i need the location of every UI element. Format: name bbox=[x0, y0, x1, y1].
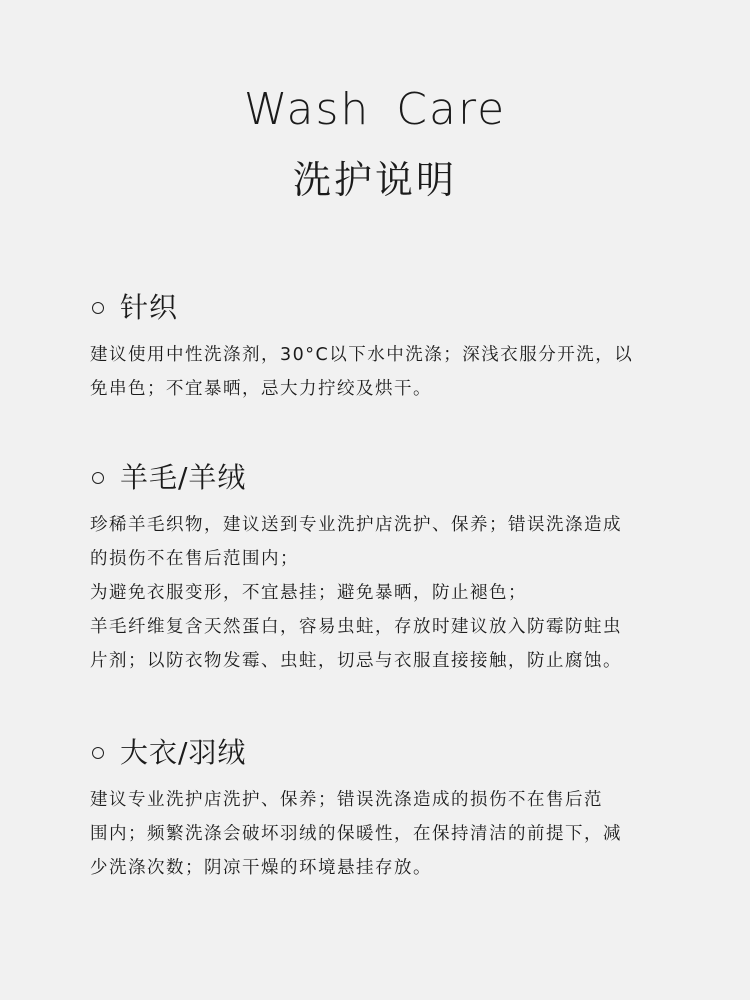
body-line: 的损伤不在售后范围内； bbox=[90, 549, 299, 569]
body-line: 少洗涤次数；阴凉干燥的环境悬挂存放。 bbox=[90, 858, 432, 878]
body-line: 羊毛纤维复含天然蛋白，容易虫蛀，存放时建议放入防霉防蛀虫 bbox=[90, 617, 622, 637]
circle-bullet-icon bbox=[92, 472, 104, 484]
body-line: 片剂；以防衣物发霉、虫蛀，切忌与衣服直接接触，防止腐蚀。 bbox=[90, 651, 622, 671]
body-line: 为避免衣服变形，不宜悬挂；避免暴晒，防止褪色； bbox=[90, 583, 527, 603]
section-knit bbox=[90, 288, 670, 406]
body-line: 围内；频繁洗涤会破坏羽绒的保暖性，在保持清洁的前提下，减 bbox=[90, 824, 622, 844]
section-title: 针织 bbox=[120, 291, 179, 324]
section-title: 羊毛/羊绒 bbox=[120, 461, 247, 494]
section-body bbox=[90, 783, 670, 885]
section-coat-down bbox=[90, 733, 670, 885]
circle-bullet-icon bbox=[92, 302, 104, 314]
page-title-chinese: 洗护说明 bbox=[292, 158, 457, 202]
section-body bbox=[90, 508, 670, 678]
section-wool-cashmere bbox=[90, 458, 670, 678]
body-line: 建议使用中性洗涤剂，30°C以下水中洗涤；深浅衣服分开洗，以 bbox=[90, 345, 634, 365]
section-body bbox=[90, 338, 670, 406]
body-line: 免串色；不宜暴晒，忌大力拧绞及烘干。 bbox=[90, 379, 432, 399]
body-line: 珍稀羊毛织物，建议送到专业洗护店洗护、保养；错误洗涤造成 bbox=[90, 515, 622, 535]
section-header bbox=[90, 733, 670, 773]
body-line: 建议专业洗护店洗护、保养；错误洗涤造成的损伤不在售后范 bbox=[90, 790, 603, 810]
section-title: 大衣/羽绒 bbox=[120, 736, 247, 769]
section-header bbox=[90, 458, 670, 498]
page-title-english: Wash Care bbox=[243, 84, 507, 135]
section-header bbox=[90, 288, 670, 328]
circle-bullet-icon bbox=[92, 747, 104, 759]
